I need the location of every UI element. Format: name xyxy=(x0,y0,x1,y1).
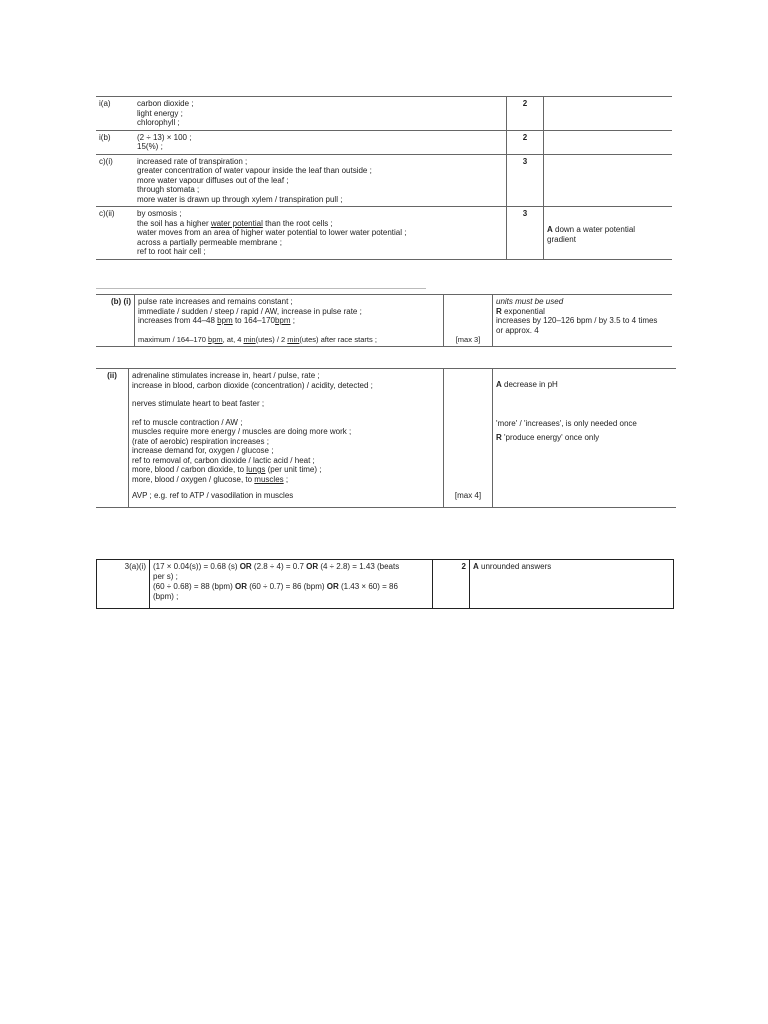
answer-line: through stomata ; xyxy=(137,185,200,194)
marks-cell: 3 xyxy=(507,154,544,207)
text-fragment: (60 ÷ 0.68) = 88 (bpm) xyxy=(153,582,235,591)
guidance-cell xyxy=(544,130,673,154)
accept-marker: A xyxy=(473,562,479,571)
answer-line xyxy=(132,465,440,475)
underlined-term: water potential xyxy=(210,218,263,228)
answer-line xyxy=(153,562,429,572)
answer-cell xyxy=(134,97,507,131)
underlined-term: min xyxy=(243,334,256,344)
underlined-term: min xyxy=(287,334,300,344)
answer-cell xyxy=(135,295,444,347)
answer-line: ref to muscle contraction / AW ; xyxy=(132,417,243,427)
answer-line: light energy ; xyxy=(137,108,183,118)
text-fragment: (utes) / 2 xyxy=(255,334,288,344)
underlined-term: bpm xyxy=(208,334,223,344)
text-fragment: ; xyxy=(290,316,295,325)
text-fragment: more, blood / carbon dioxide, to xyxy=(132,465,247,474)
guidance-line: gradient xyxy=(547,234,576,244)
max-marks: [max 3] xyxy=(444,295,493,347)
answer-line: pulse rate increases and remains constant ; xyxy=(138,297,293,306)
answer-cell xyxy=(134,130,507,154)
answer-line: immediate / sudden / steep / rapid / AW, increase in pulse rate ; xyxy=(138,306,362,316)
text-fragment: (60 ÷ 0.7) = 86 (bpm) xyxy=(246,582,327,591)
guidance-line xyxy=(496,380,673,390)
table-row xyxy=(96,295,672,347)
question-id: c)(ii) xyxy=(96,207,134,260)
question-id: 3(a)(i) xyxy=(97,560,150,609)
guidance-cell xyxy=(544,154,673,207)
accept-marker: A xyxy=(496,380,502,389)
answer-line: water moves from an area of higher water potential to lower water potential ; xyxy=(137,228,407,237)
divider xyxy=(96,288,426,289)
text-fragment: than the root cells ; xyxy=(262,218,333,228)
max-marks: [max 4] xyxy=(444,369,493,508)
guidance-cell xyxy=(493,295,673,347)
answer-line: (bpm) ; xyxy=(153,592,179,601)
answer-line: ref to root hair cell ; xyxy=(137,247,206,256)
underlined-term: lungs xyxy=(246,465,266,474)
or-keyword: OR xyxy=(234,582,247,591)
answer-line: muscles require more energy / muscles are doing more work ; xyxy=(132,427,352,436)
question-id: i(a) xyxy=(96,97,134,131)
answer-line: across a partially permeable membrane ; xyxy=(137,237,282,247)
answer-line: ref to removal of, carbon dioxide / lactic acid / heat ; xyxy=(132,455,315,465)
underlined-term: bpm xyxy=(217,316,233,325)
table-row xyxy=(97,560,674,609)
answer-line: adrenaline stimulates increase in, heart / pulse, rate ; xyxy=(132,371,320,380)
answer-cell xyxy=(150,560,433,609)
answer-line xyxy=(153,582,429,592)
text-fragment: more, blood / oxygen / glucose, to xyxy=(132,474,255,484)
guidance-line xyxy=(473,562,670,572)
marks-cell: 2 xyxy=(433,560,470,609)
text-fragment: , at, 4 xyxy=(222,334,244,344)
guidance-cell xyxy=(544,207,673,260)
guidance-line xyxy=(496,307,669,317)
or-keyword: OR xyxy=(326,582,339,591)
answer-line: more water is drawn up through xylem / transpiration pull ; xyxy=(137,194,343,204)
answer-line: chlorophyll ; xyxy=(137,118,180,127)
mark-scheme-table-1 xyxy=(96,96,672,260)
answer-line: more water vapour diffuses out of the leaf ; xyxy=(137,175,289,185)
text-fragment: (1.43 × 60) = 86 xyxy=(338,582,398,591)
text-fragment: (per unit time) ; xyxy=(265,465,322,474)
text-fragment: the soil has a higher xyxy=(137,218,211,228)
answer-line: increased rate of transpiration ; xyxy=(137,156,248,166)
answer-line: (2 ÷ 13) × 100 ; xyxy=(137,132,192,142)
answer-line xyxy=(138,335,440,345)
answer-line xyxy=(138,316,440,326)
answer-line: 15(%) ; xyxy=(137,142,163,151)
reject-marker: R xyxy=(496,306,502,316)
text-fragment: exponential xyxy=(501,306,545,316)
answer-line: carbon dioxide ; xyxy=(137,99,194,108)
answer-line: AVP ; e.g. ref to ATP / vasodilation in muscles xyxy=(132,491,294,500)
guidance-line: 'more' / 'increases', is only needed once xyxy=(496,418,637,428)
text-fragment: unrounded answers xyxy=(478,562,552,571)
answer-line: greater concentration of water vapour inside the leaf than outside ; xyxy=(137,166,372,175)
mark-scheme-block-4 xyxy=(96,559,674,609)
or-keyword: OR xyxy=(239,562,252,571)
mark-scheme-table-4 xyxy=(96,559,674,609)
guidance-line: increases by 120–126 bpm / by 3.5 to 4 times xyxy=(496,316,658,325)
answer-line: nerves stimulate heart to beat faster ; xyxy=(132,399,265,408)
table-row xyxy=(96,154,672,207)
question-id: (ii) xyxy=(96,369,129,508)
question-id: i(b) xyxy=(96,130,134,154)
text-fragment: ; xyxy=(283,474,289,484)
guidance-cell xyxy=(544,97,673,131)
text-fragment: down a water potential xyxy=(552,225,636,234)
answer-line xyxy=(132,475,440,485)
answer-cell xyxy=(134,154,507,207)
answer-line: by osmosis ; xyxy=(137,209,182,218)
table-row xyxy=(96,97,672,131)
text-fragment: (2.8 ÷ 4) = 0.7 xyxy=(251,562,307,571)
answer-line: per s) ; xyxy=(153,572,178,581)
text-fragment: (4 ÷ 2.8) = 1.43 (beats xyxy=(318,562,400,571)
marks-cell: 3 xyxy=(507,207,544,260)
text-fragment: increases from 44–48 xyxy=(138,316,218,325)
guidance-cell xyxy=(493,369,677,508)
table-row xyxy=(96,130,672,154)
text-fragment: decrease in pH xyxy=(501,380,558,389)
underlined-term: muscles xyxy=(254,474,284,484)
text-fragment: to 164–170 xyxy=(232,316,275,325)
accept-marker: A xyxy=(547,225,553,234)
table-row xyxy=(96,369,676,508)
text-fragment: maximum / 164–170 xyxy=(138,334,209,344)
answer-line xyxy=(137,219,503,229)
or-keyword: OR xyxy=(306,562,319,571)
text-fragment: (17 × 0.04(s)) = 0.68 (s) xyxy=(153,562,240,571)
text-fragment: 'produce energy' once only xyxy=(501,433,600,442)
mark-scheme-block-2 xyxy=(96,294,672,347)
guidance-line xyxy=(496,433,673,443)
mark-scheme-table-3 xyxy=(96,368,676,508)
guidance-cell xyxy=(470,560,674,609)
answer-cell xyxy=(129,369,444,508)
reject-marker: R xyxy=(496,433,502,442)
guidance-line xyxy=(547,225,669,235)
mark-scheme-block-3 xyxy=(96,368,676,508)
text-fragment: (utes) after race starts ; xyxy=(299,334,377,344)
mark-scheme-block-1 xyxy=(96,96,672,260)
guidance-line: units must be used xyxy=(496,297,564,306)
underlined-term: bpm xyxy=(274,316,291,325)
mark-scheme-table-2 xyxy=(96,294,672,347)
marks-cell: 2 xyxy=(507,130,544,154)
answer-line: (rate of aerobic) respiration increases ; xyxy=(132,436,269,446)
marks-cell: 2 xyxy=(507,97,544,131)
answer-cell xyxy=(134,207,507,260)
question-id: (b) (i) xyxy=(96,295,135,347)
answer-line: increase in blood, carbon dioxide (concentration) / acidity, detected ; xyxy=(132,380,373,390)
guidance-line: or approx. 4 xyxy=(496,325,539,335)
question-id: c)(i) xyxy=(96,154,134,207)
table-row xyxy=(96,207,672,260)
answer-line: increase demand for, oxygen / glucose ; xyxy=(132,446,274,455)
